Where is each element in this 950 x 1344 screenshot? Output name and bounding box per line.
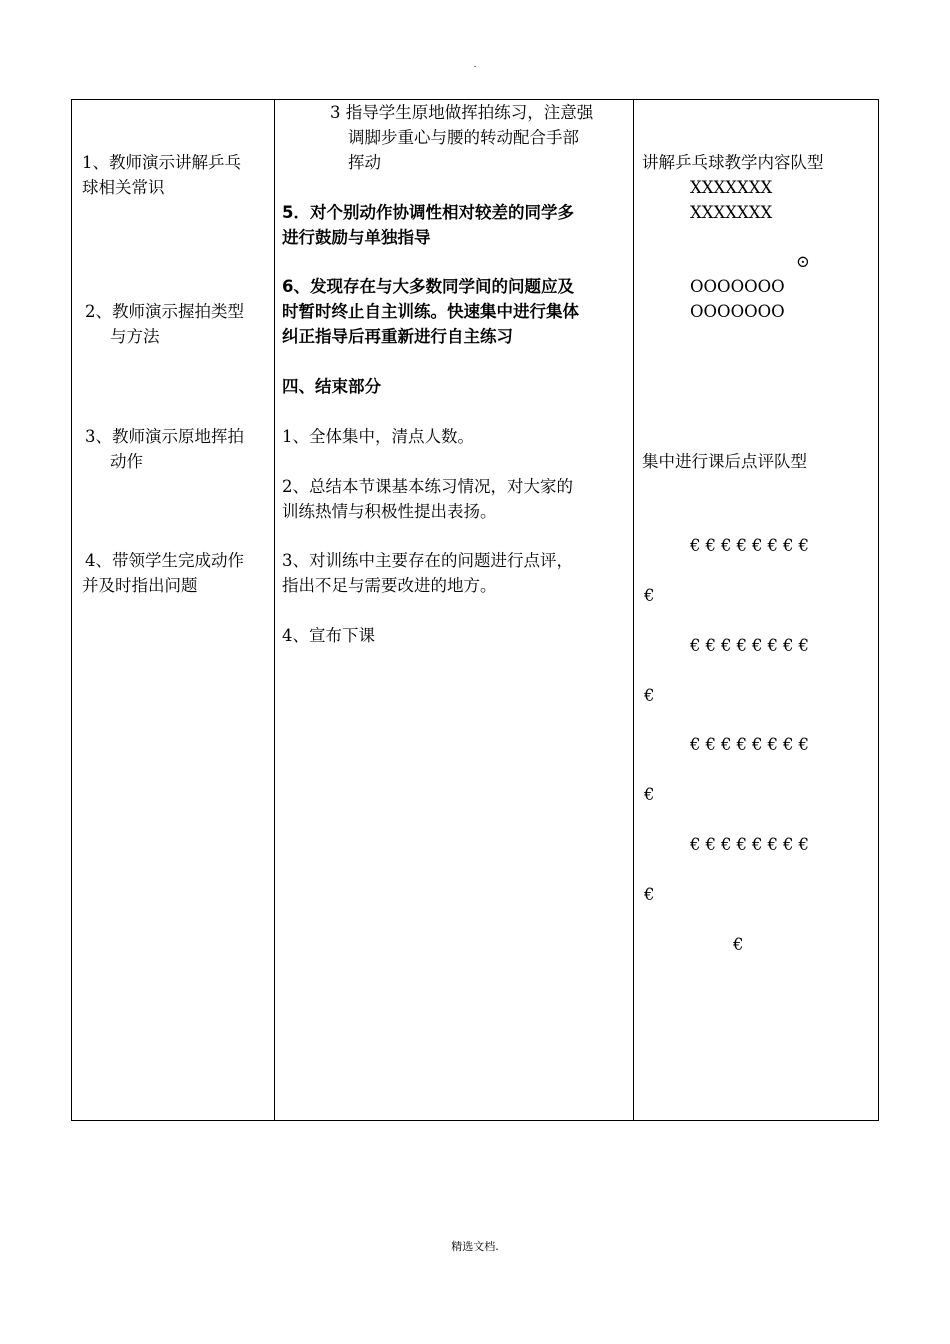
page-header-mark: .: [473, 60, 477, 70]
guidance-5-line-2: 进行鼓励与单独指导: [282, 228, 431, 247]
guidance-6-line-1: 6、发现存在与大多数同学间的问题应及: [282, 277, 574, 296]
ending-step-2-line-2: 训练热情与积极性提出表扬。: [282, 502, 497, 521]
formation-2-euro-single-1: €: [644, 586, 655, 605]
ending-step-2-line-1: 2、总结本节课基本练习情况，对大家的: [282, 477, 573, 496]
teacher-step-1-line-2: 球相关常识: [82, 178, 165, 197]
ending-step-1: 1、全体集中，清点人数。: [282, 427, 474, 446]
formation-2-euro-center: €: [733, 935, 744, 954]
lesson-plan-table: [71, 99, 879, 1121]
teacher-step-4-line-1: 4、带领学生完成动作: [85, 551, 244, 570]
teacher-step-4-line-2: 并及时指出问题: [82, 576, 198, 595]
column-divider-2: [633, 100, 634, 1120]
formation-2-euro-row-2: €€€€€€€€: [690, 636, 814, 655]
formation-1-x-row-2: XXXXXXX: [690, 203, 773, 222]
formation-2-euro-single-4: €: [644, 885, 655, 904]
guidance-6-line-2: 时暂时终止自主训练。快速集中进行集体: [282, 302, 579, 321]
teacher-position-icon: ⊙: [796, 252, 810, 271]
guidance-3-line-1: 3 指导学生原地做挥拍练习，注意强: [330, 103, 594, 122]
guidance-6-line-3: 纠正指导后再重新进行自主练习: [282, 327, 513, 346]
teacher-step-1-line-1: 1、教师演示讲解乒乓: [82, 153, 241, 172]
formation-1-title: 讲解乒乓球教学内容队型: [642, 153, 824, 172]
formation-2-euro-single-2: €: [644, 686, 655, 705]
guidance-5-line-1: 5．对个别动作协调性相对较差的同学多: [282, 203, 574, 222]
guidance-3-line-3: 挥动: [348, 153, 381, 172]
teacher-step-3-line-2: 动作: [110, 452, 143, 471]
formation-2-euro-row-1: €€€€€€€€: [690, 536, 814, 555]
column-divider-1: [274, 100, 275, 1120]
formation-2-euro-row-3: €€€€€€€€: [690, 735, 814, 754]
page-footer: 精选文档.: [451, 1240, 499, 1253]
teacher-step-3-line-1: 3、教师演示原地挥拍: [85, 427, 244, 446]
guidance-3-line-2: 调脚步重心与腰的转动配合手部: [348, 128, 579, 147]
formation-1-o-row-2: OOOOOOO: [690, 302, 785, 321]
ending-step-4: 4、宣布下课: [282, 626, 375, 645]
formation-1-o-row-1: OOOOOOO: [690, 277, 785, 296]
ending-step-3-line-2: 指出不足与需要改进的地方。: [282, 576, 497, 595]
formation-2-title: 集中进行课后点评队型: [642, 452, 807, 471]
formation-2-euro-row-4: €€€€€€€€: [690, 835, 814, 854]
teacher-step-2-line-2: 与方法: [110, 327, 160, 346]
ending-step-3-line-1: 3、对训练中主要存在的问题进行点评，: [282, 551, 573, 570]
teacher-step-2-line-1: 2、教师演示握拍类型: [85, 302, 244, 321]
ending-section-heading: 四、结束部分: [282, 377, 381, 396]
formation-1-x-row-1: XXXXXXX: [690, 178, 773, 197]
formation-2-euro-single-3: €: [644, 785, 655, 804]
